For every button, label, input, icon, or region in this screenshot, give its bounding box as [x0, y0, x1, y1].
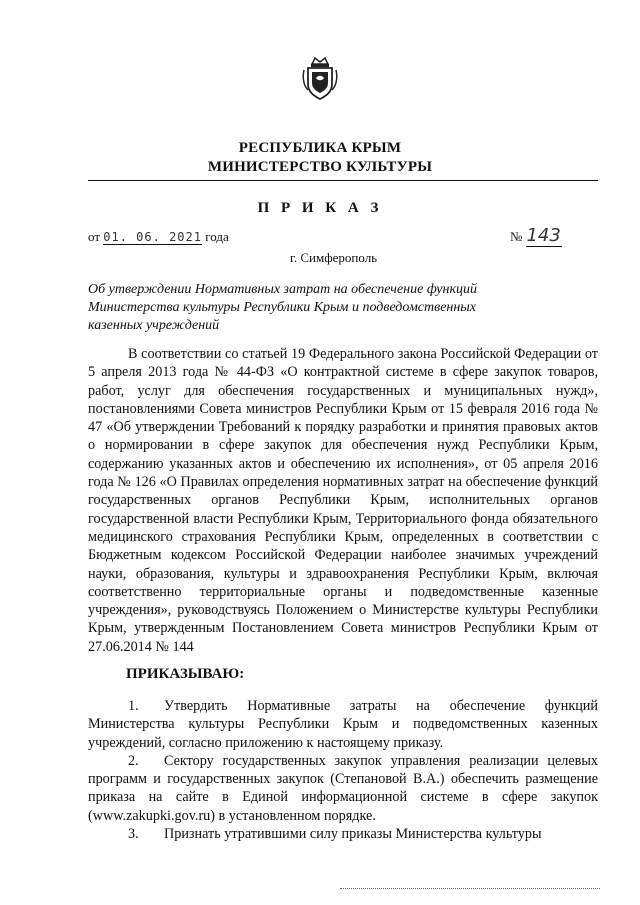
footer-divider	[340, 888, 600, 889]
header-divider	[88, 180, 598, 181]
date-value: 01. 06. 2021	[103, 230, 202, 244]
number-value: 143	[526, 225, 561, 246]
org-line-republic: РЕСПУБЛИКА КРЫМ	[238, 140, 402, 156]
date-prefix: от	[88, 229, 101, 244]
order-items	[88, 697, 598, 843]
document-title: П Р И К А З	[257, 200, 383, 216]
order-item	[88, 752, 598, 825]
order-item	[88, 697, 598, 752]
order-heading: ПРИКАЗЫВАЮ:	[126, 666, 245, 682]
item-text: Утвердить Нормативные затраты на обеспечение функций Министерства культуры Республики Крым и подведомственных казенных учреждений, согласно приложению к настоящему приказу.	[88, 698, 598, 751]
date-row	[88, 229, 229, 245]
preamble	[88, 345, 598, 656]
order-subject: Об утверждении Нормативных затрат на обеспечение функций Министерства культуры Республики Крым и подведомственных казенных учреждений	[88, 282, 478, 333]
org-line-ministry: МИНИСТЕРСТВО КУЛЬТУРЫ	[207, 159, 433, 175]
item-number: 3.	[128, 826, 139, 843]
coat-of-arms-emblem	[302, 56, 338, 100]
preamble-text: В соответствии со статьей 19 Федерального закона Российской Федерации от 5 апреля 2013 года № 44-ФЗ «О контрактной системе в сфере закупок товаров, работ, услуг для обеспечения государственных и муниципальных нужд», постановлениями Совета министров Республики Крым от 15 февраля 2016 года № 47 «Об утверждении Требований к порядку разработки и принятия правовых актов о нормировании в сфере закупок для обеспечения нужд Республики Крым, содержанию указанных актов и обеспечению их исполнения», от 05 апреля 2016 года № 126 «О Правилах определения нормативных затрат на обеспечение функций государственных органов Республики Крым, исполнительных органов государственной власти Республики Крым, Территориального фонда обязательного медицинского страхования Республики Крым, определенных в соответствии с Бюджетным кодексом Российской Федерации наиболее значимых учреждений науки, образования, культуры и здравоохранения Республики Крым, включая соответственно территориальные органы и подведомственные казенные учреждения», руководствуясь Положением о Министерстве культуры Республики Крым, утвержденным Постановлением Совета министров Республики Крым от 27.06.2014 № 144	[88, 346, 598, 655]
item-text: Признать утратившими силу приказы Министерства культуры	[164, 826, 542, 843]
city: г. Симферополь	[290, 250, 378, 265]
number-row	[510, 225, 562, 247]
date-suffix: года	[205, 229, 229, 244]
number-prefix: №	[510, 229, 523, 244]
item-number: 1.	[128, 698, 139, 714]
item-text: Сектору государственных закупок управления реализации целевых программ и государственных закупок (Степановой В.А.) обеспечить размещение приказа на сайте в Единой информационной системе в сфере закупок (www.zakupki.gov.ru) в установленном порядке.	[88, 752, 598, 824]
order-item	[88, 825, 598, 843]
item-number: 2.	[128, 752, 139, 769]
